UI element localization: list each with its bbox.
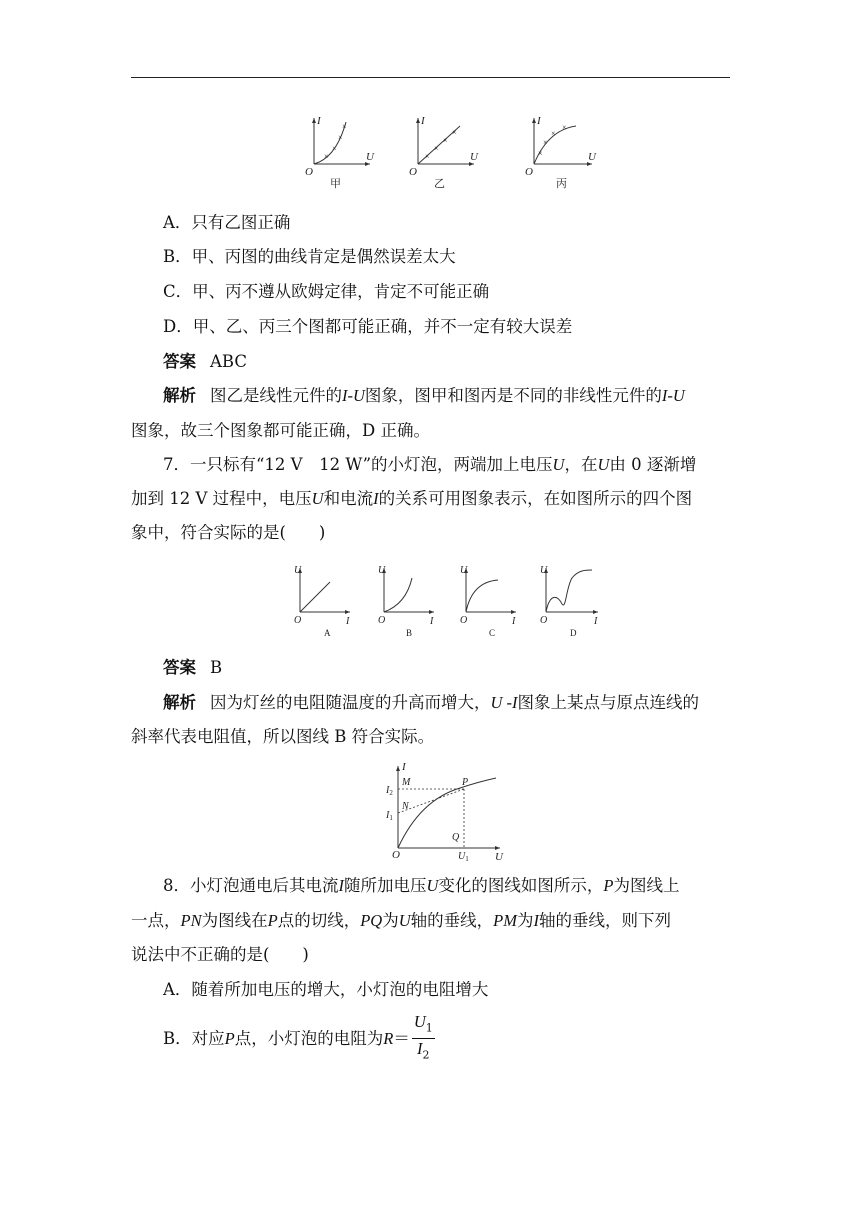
resistance-fraction: $\frac{U_1}{I_2}$	[413, 1012, 433, 1062]
point-q-label: Q	[452, 832, 460, 843]
axis-label-i: I	[537, 115, 541, 127]
svg-text:O: O	[460, 615, 468, 626]
q7-analysis-line2: 斜率代表电阻值，所以图线 B 符合实际。	[131, 727, 435, 746]
q6-analysis-line1: 解析 图乙是线性元件的I-U图象，图甲和图丙是不同的非线性元件的I-U	[163, 386, 685, 405]
q8-stem-line3: 说法中不正确的是( )	[131, 945, 309, 964]
point-p-label: P	[462, 777, 469, 788]
svg-text:×: ×	[551, 129, 556, 138]
q7-stem-line1: 7．一只标有“12 V 12 W”的小灯泡，两端加上电压U，在U由 0 逐渐增	[163, 455, 697, 474]
graph-c	[460, 565, 516, 638]
q8-stem-line2: 一点，PN为图线在P点的切线，PQ为U轴的垂线，PM为I轴的垂线，则下列	[131, 911, 671, 930]
caption-c: C	[489, 628, 496, 638]
iu-graphs-figure	[300, 112, 610, 194]
svg-text:U: U	[460, 565, 468, 576]
q6-analysis-line2: 图象，故三个图象都可能正确，D 正确。	[131, 421, 430, 440]
svg-text:×: ×	[425, 152, 430, 161]
q6-option-a: A．只有乙图正确	[163, 213, 291, 232]
svg-text:I: I	[512, 616, 516, 627]
point-m-label: M	[402, 777, 411, 788]
svg-text:I: I	[594, 616, 598, 627]
axis-label-u: U	[470, 151, 478, 163]
svg-text:×: ×	[443, 136, 448, 145]
svg-text:×: ×	[543, 138, 548, 147]
q8-figure	[360, 760, 510, 864]
svg-text:×: ×	[338, 133, 343, 142]
q7-answer	[163, 658, 763, 678]
q6-answer	[163, 352, 763, 372]
svg-text:I: I	[430, 616, 434, 627]
caption-d: D	[570, 628, 577, 638]
caption-jia: 甲	[330, 178, 341, 190]
axis-label-u: U	[366, 151, 374, 163]
graph-bing	[525, 115, 597, 190]
axis-label-i: I	[421, 115, 425, 127]
svg-text:×: ×	[324, 152, 329, 161]
axis-label-i: I	[402, 761, 406, 773]
point-n-label: N	[402, 801, 409, 812]
u1-label: $U_1$	[458, 851, 469, 863]
svg-text:I: I	[346, 616, 350, 627]
axis-label-i: I	[317, 115, 321, 127]
axis-label-u: U	[588, 151, 596, 163]
q8-option-a: A．随着所加电压的增大，小灯泡的电阻增大	[163, 980, 489, 999]
svg-text:U: U	[378, 565, 386, 576]
q8-option-b: B．对应P点，小灯泡的电阻为R＝ $\frac{U_1}{I_2}$	[163, 1012, 763, 1066]
answer-label: 答案	[163, 658, 196, 677]
q7-stem-line3: 象中，符合实际的是( )	[131, 523, 326, 542]
caption-bing: 丙	[556, 178, 567, 190]
graph-b	[378, 565, 434, 638]
origin-label: O	[392, 849, 400, 861]
origin-label: O	[409, 166, 417, 178]
caption-a: A	[324, 628, 331, 638]
svg-text:U: U	[540, 565, 548, 576]
svg-text:×: ×	[452, 128, 457, 137]
analysis-label: 解析	[163, 386, 196, 405]
q7-stem-line2: 加到 12 V 过程中，电压U和电流I的关系可用图象表示，在如图所示的四个图	[131, 489, 693, 508]
svg-text:U: U	[294, 565, 302, 576]
svg-text:O: O	[378, 615, 386, 626]
svg-text:O: O	[294, 615, 302, 626]
i1-label: $I_1$	[386, 810, 393, 822]
svg-text:×: ×	[562, 123, 567, 132]
svg-text:×: ×	[332, 144, 337, 153]
caption-b: B	[406, 628, 413, 638]
q8-stem-line1: 8．小灯泡通电后其电流I随所加电压U变化的图线如图所示，P为图线上	[163, 876, 680, 895]
svg-text:×: ×	[538, 149, 543, 158]
header-rule	[131, 77, 730, 78]
graph-a	[294, 565, 350, 638]
graph-yi	[409, 115, 479, 190]
answer-value: ABC	[210, 352, 247, 371]
ui-graphs-figure	[288, 560, 608, 646]
graph-d	[540, 565, 598, 638]
svg-text:O: O	[540, 615, 548, 626]
q6-option-d: D．甲、乙、丙三个图都可能正确，并不一定有较大误差	[163, 317, 573, 336]
origin-label: O	[305, 166, 313, 178]
caption-yi: 乙	[434, 178, 445, 190]
answer-label: 答案	[163, 352, 196, 371]
origin-label: O	[525, 166, 533, 178]
svg-text:×: ×	[434, 144, 439, 153]
svg-text:×: ×	[342, 122, 347, 131]
analysis-label: 解析	[163, 693, 196, 712]
axis-label-u: U	[495, 851, 503, 863]
q6-option-c: C．甲、丙不遵从欧姆定律，肯定不可能正确	[163, 282, 490, 301]
i2-label: $I_2$	[386, 785, 393, 797]
graph-jia	[305, 115, 375, 190]
answer-value: B	[210, 658, 223, 677]
q6-option-b: B．甲、丙图的曲线肯定是偶然误差太大	[163, 247, 456, 266]
q7-analysis-line1: 解析 因为灯丝的电阻随温度的升高而增大，U -I图象上某点与原点连线的	[163, 693, 700, 712]
